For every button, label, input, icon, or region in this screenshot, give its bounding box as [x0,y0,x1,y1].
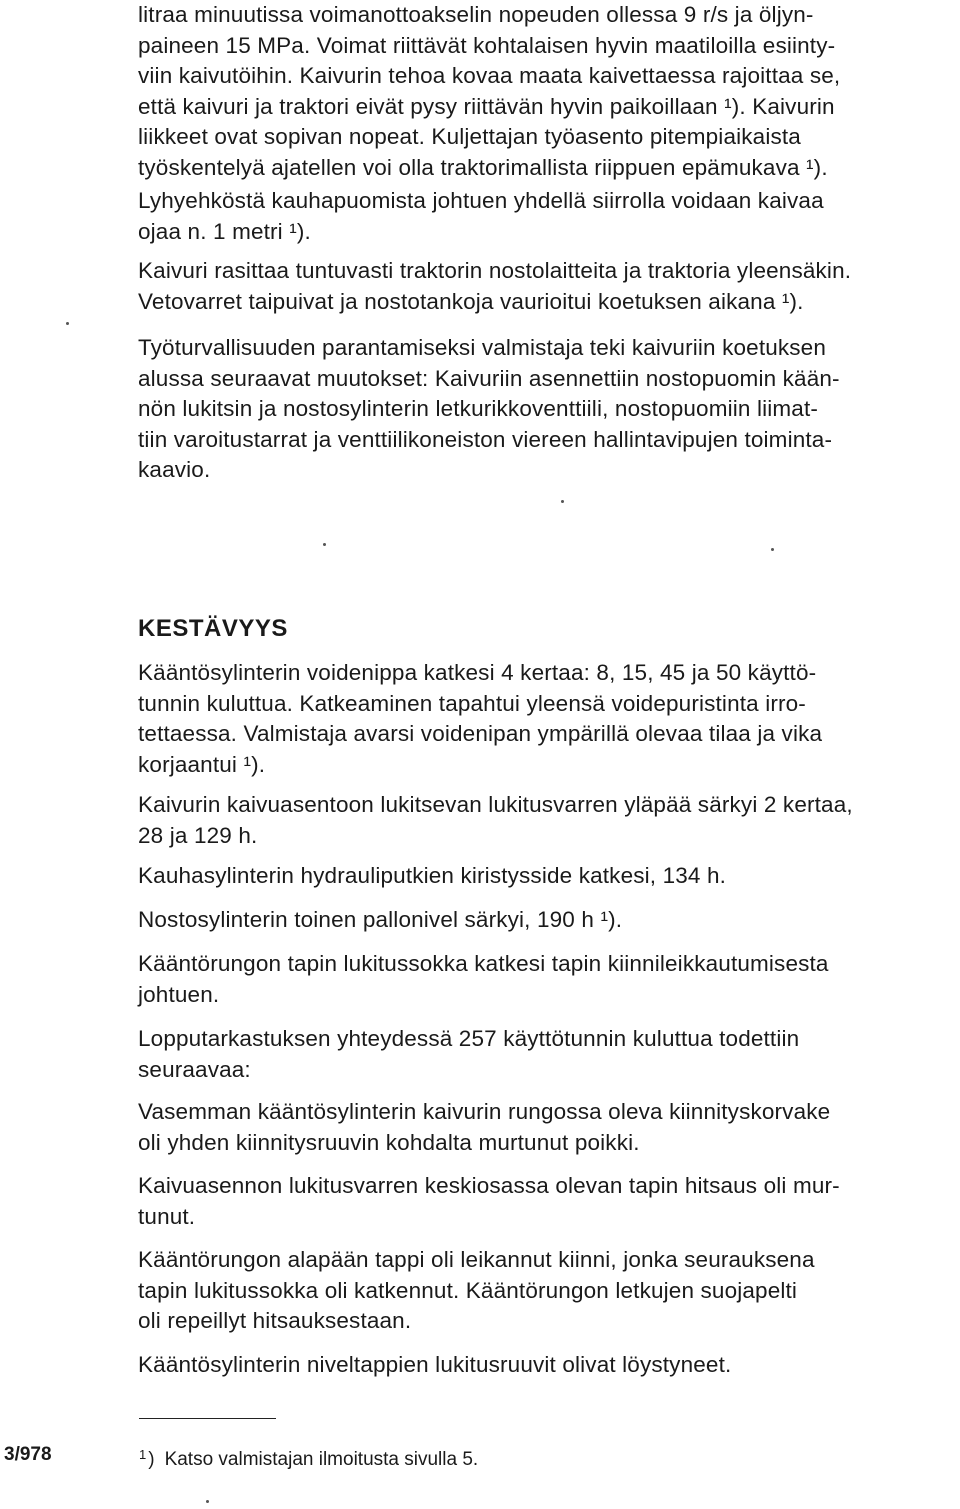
text-line: Kaivuasennon lukitusvarren keskiosassa olevan tapin hitsaus oli mur- [138,1173,840,1198]
text-line: Kaivuri rasittaa tuntuvasti traktorin nostolaitteita ja traktoria yleensäkin. [138,258,852,283]
text-line: tunnin kuluttua. Katkeaminen tapahtui yleensä voidepuristinta irro- [138,690,806,716]
scan-speck [771,548,774,551]
text-line: johtuen. [138,981,220,1007]
footnote [139,1442,478,1473]
paragraph-mounting-lug [138,1097,958,1158]
text-line: oli yhden kiinnitysruuvin kohdalta murtunut poikki. [138,1129,640,1155]
text-line: Kaivurin kaivuasentoon lukitsevan lukitusvarren yläpää särkyi 2 kertaa, [138,792,853,817]
text-line: kaavio. [138,457,211,482]
text-line: Kääntörungon alapään tappi oli leikannut kiinni, jonka seurauksena [138,1247,815,1272]
text-line: tunut. [138,1203,196,1229]
page-number: 3/978 [4,1444,52,1465]
scan-speck [206,1500,209,1503]
paragraph-grease-nipple [138,658,958,780]
text-line: Lyhyehköstä kauhapuomista johtuen yhdellä siirrolla voidaan kaivaa [138,188,824,213]
text-line: ojaa n. 1 metri ¹). [138,218,311,244]
paragraph-performance [138,0,958,183]
section-heading: KESTÄVYYS [138,615,288,642]
paragraph-safety [138,333,958,486]
paragraph-seized-pin [138,1245,958,1337]
paragraph-cotter-pin [138,949,958,1010]
text-line: että kaivuri ja traktori eivät pysy riittävän hyvin paikoillaan ¹). Kaivurin [138,93,835,119]
scan-speck [323,543,326,546]
text-line: oli repeillyt hitsauksestaan. [138,1308,412,1333]
text-line: liikkeet ovat sopivan nopeat. Kuljettajan työasento pitempiaikaista [138,124,801,149]
paragraph-reach [138,186,958,247]
text-line: tettaessa. Valmistaja avarsi voidenipan ympärillä olevaa tilaa ja vika [138,721,823,746]
paragraph-strain [138,256,958,317]
text-line: Nostosylinterin toinen pallonivel särkyi, 190 h ¹). [138,907,623,932]
paragraph-final-inspection [138,1024,958,1085]
text-line: nön lukitsin ja nostosylinterin letkurikkoventtiili, nostopuomiin liimat- [138,396,818,421]
text-line: 28 ja 129 h. [138,822,258,848]
text-line: litraa minuutissa voimanottoakselin nopeuden ollessa 9 r/s ja öljyn- [138,2,814,27]
paragraph-loose-screws [138,1350,958,1381]
text-line: Kauhasylinterin hydrauliputkien kiristysside katkesi, 134 h. [138,863,727,888]
text-line: tiin varoitustarrat ja venttiilikoneiston viereen hallintavipujen toiminta- [138,426,833,452]
text-line: viin kaivutöihin. Kaivurin tehoa kovaa maata kaivettaessa rajoittaa se, [138,63,841,88]
footnote-text: Katso valmistajan ilmoitusta sivulla 5. [164,1449,479,1470]
footnote-marker: 1 [139,1447,147,1462]
paragraph-locking-arm [138,790,958,851]
footnote-paren: ) [148,1449,155,1470]
text-line: Lopputarkastuksen yhteydessä 257 käyttötunnin kuluttua todettiin [138,1026,800,1051]
text-line: korjaantui ¹). [138,751,266,777]
text-line: paineen 15 MPa. Voimat riittävät kohtalaisen hyvin maatiloilla esiinty- [138,32,836,58]
text-line: Vasemman kääntösylinterin kaivurin rungossa oleva kiinnityskorvake [138,1099,831,1124]
text-line: työskentelyä ajatellen voi olla traktorimallista riippuen epämukava ¹). [138,154,828,180]
text-line: tapin lukitussokka oli katkennut. Kääntörungon letkujen suojapelti [138,1277,798,1303]
text-line: seuraavaa: [138,1056,251,1082]
paragraph-ball-joint [138,905,958,936]
text-line: alussa seuraavat muutokset: Kaivuriin asennettiin nostopuomin kään- [138,365,840,391]
paragraph-hydraulic-pipe [138,861,958,892]
footnote-divider [139,1418,276,1419]
scan-speck [561,500,564,503]
text-line: Vetovarret taipuivat ja nostotankoja vaurioitui koetuksen aikana ¹). [138,288,804,314]
scan-speck [66,322,69,325]
paragraph-weld [138,1171,958,1232]
text-line: Kääntörungon tapin lukitussokka katkesi tapin kiinnileikkautumisesta [138,951,829,976]
text-line: Kääntösylinterin niveltappien lukitusruuvit olivat löystyneet. [138,1352,732,1377]
text-line: Työturvallisuuden parantamiseksi valmistaja teki kaivuriin koetuksen [138,335,827,360]
text-line: Kääntösylinterin voidenippa katkesi 4 kertaa: 8, 15, 45 ja 50 käyttö- [138,660,817,685]
